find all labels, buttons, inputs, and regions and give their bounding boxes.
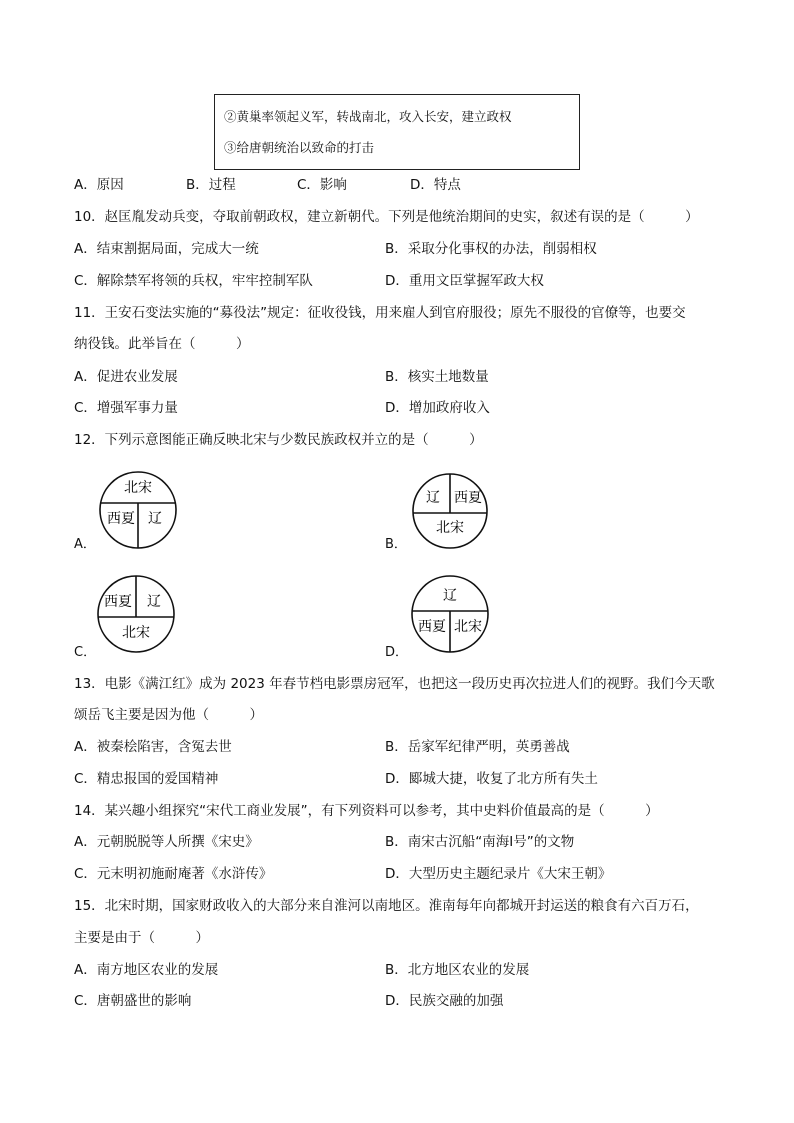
q15-option-a[interactable]: A．南方地区农业的发展: [74, 962, 219, 978]
q9-option-a[interactable]: A．原因: [74, 177, 124, 193]
q14-option-c[interactable]: C．元末明初施耐庵著《水浒传》: [74, 866, 273, 882]
q12-option-a-label[interactable]: A．: [74, 537, 96, 552]
circle-a-top-label: 北宋: [124, 480, 152, 496]
q15-option-c[interactable]: C．唐朝盛世的影响: [74, 993, 192, 1009]
q10-stem: 10．赵匡胤发动兵变，夺取前朝政权，建立新朝代。下列是他统治期间的史实，叙述有误的是（ ）: [74, 209, 699, 225]
circle-a-left-label: 西夏: [107, 511, 135, 527]
circle-d-left-label: 西夏: [418, 619, 446, 635]
q11-stem-line1: 11．王安石变法实施的“募役法”规定：征收役钱，用来雇人到官府服役；原先不服役的官僚等，也要交: [74, 305, 686, 321]
circle-d-top-label: 辽: [443, 588, 457, 604]
q14-stem: 14．某兴趣小组探究“宋代工商业发展”，有下列资料可以参考，其中史料价值最高的是（ ）: [74, 803, 659, 819]
q13-option-c[interactable]: C．精忠报国的爱国精神: [74, 771, 219, 787]
q11-option-b[interactable]: B．核实土地数量: [385, 369, 489, 385]
q12-stem: 12．下列示意图能正确反映北宋与少数民族政权并立的是（ ）: [74, 432, 483, 448]
circle-d-right-label: 北宋: [454, 619, 482, 635]
material-box: [214, 94, 580, 170]
q15-option-b[interactable]: B．北方地区农业的发展: [385, 962, 530, 978]
q13-option-d[interactable]: D．郾城大捷，收复了北方所有失土: [385, 771, 598, 787]
q10-option-b[interactable]: B．采取分化事权的办法，削弱相权: [385, 241, 597, 257]
q11-option-d[interactable]: D．增加政府收入: [385, 400, 490, 416]
q12-option-b-label[interactable]: B．: [385, 537, 407, 552]
circle-c-left-label: 西夏: [104, 594, 132, 610]
circle-c-right-label: 辽: [147, 594, 161, 610]
q12-diagram-d[interactable]: [410, 574, 490, 654]
q15-stem-line1: 15．北宋时期，国家财政收入的大部分来自淮河以南地区。淮南每年向都城开封运送的粮食有六百万石，: [74, 898, 699, 914]
q12-option-d-label[interactable]: D．: [385, 645, 409, 660]
q14-option-a[interactable]: A．元朝脱脱等人所撰《宋史》: [74, 834, 259, 850]
q12-diagram-a[interactable]: [98, 470, 178, 550]
q15-stem-line2: 主要是由于（ ）: [74, 930, 209, 946]
q9-option-c[interactable]: C．影响: [297, 177, 347, 193]
q9-option-d[interactable]: D．特点: [410, 177, 461, 193]
q12-diagram-c[interactable]: [96, 574, 176, 654]
q11-stem-line2: 纳役钱。此举旨在（ ）: [74, 336, 250, 352]
circle-a-right-label: 辽: [148, 511, 162, 527]
q11-option-c[interactable]: C．增强军事力量: [74, 400, 178, 416]
q14-option-d[interactable]: D．大型历史主题纪录片《大宋王朝》: [385, 866, 612, 882]
q14-option-b[interactable]: B．南宋古沉船“南海Ⅰ号”的文物: [385, 834, 575, 850]
material-line-2: ②黄巢率领起义军，转战南北，攻入长安，建立政权: [224, 109, 512, 124]
circle-b-bottom-label: 北宋: [436, 520, 464, 536]
q13-stem-line1: 13．电影《满江红》成为 2023 年春节档电影票房冠军，也把这一段历史再次拉进人们的视野。我们今天歌: [74, 676, 715, 692]
q10-option-d[interactable]: D．重用文臣掌握军政大权: [385, 273, 544, 289]
q9-option-b[interactable]: B．过程: [186, 177, 236, 193]
q10-option-c[interactable]: C．解除禁军将领的兵权，牢牢控制军队: [74, 273, 313, 289]
circle-b-right-label: 西夏: [454, 490, 482, 506]
q11-option-a[interactable]: A．促进农业发展: [74, 369, 178, 385]
q12-option-c-label[interactable]: C．: [74, 645, 97, 660]
q13-option-a[interactable]: A．被秦桧陷害，含冤去世: [74, 739, 232, 755]
material-line-3: ③给唐朝统治以致命的打击: [224, 140, 375, 155]
q13-option-b[interactable]: B．岳家军纪律严明，英勇善战: [385, 739, 570, 755]
q10-option-a[interactable]: A．结束割据局面，完成大一统: [74, 241, 259, 257]
q15-option-d[interactable]: D．民族交融的加强: [385, 993, 504, 1009]
circle-c-bottom-label: 北宋: [122, 625, 150, 641]
circle-b-left-label: 辽: [426, 490, 440, 506]
q12-diagram-b[interactable]: [411, 472, 489, 550]
q13-stem-line2: 颂岳飞主要是因为他（ ）: [74, 707, 263, 723]
